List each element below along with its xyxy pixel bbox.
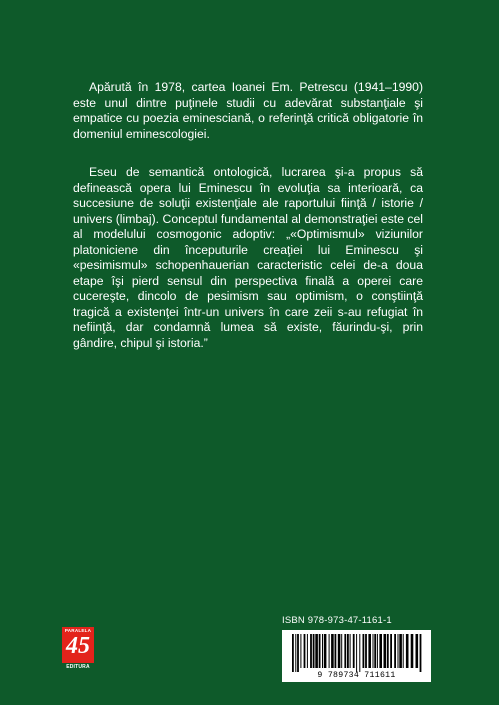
barcode-bar bbox=[390, 634, 392, 668]
barcode-bar bbox=[373, 634, 374, 668]
barcode-bar bbox=[363, 634, 365, 668]
barcode-bar bbox=[313, 634, 315, 668]
barcode-bar bbox=[295, 634, 296, 672]
barcode-bar bbox=[297, 634, 299, 672]
barcode-digits: 9 789734 711611 bbox=[317, 671, 396, 680]
barcode-bar bbox=[315, 634, 318, 668]
barcode-bar bbox=[406, 634, 409, 668]
barcode-bar bbox=[394, 634, 396, 668]
barcode-bar bbox=[350, 634, 351, 668]
blurb-paragraph-2: Eseu de semantică ontologică, lucrarea şi-a propus să definească opera lui Eminescu în evoluţia sa interioară, ca succesiune de soluţii existenţiale ale raportului fiinţă / istorie / univers (limbaj). Conceptul fundamental al demonstraţiei este cel al modelului cosmogonic adoptiv: „«Optimismul» viziunilor platoniciene din începuturile creaţiei lui Eminescu şi «pesimismul» schopenhauerian caracteristic celei de-a doua etape îşi pierd sensul din perspectiva finală a operei care cucereşte, dincolo de pesimism sau optimism, o conştiinţă tragică a existenţei într-un univers în care zeii s-au refugiat în nefiinţă, dar condamnă lumea să existe, făurindu-şi, prin gândire, chipul şi istoria.” bbox=[73, 165, 423, 350]
barcode-bar bbox=[304, 634, 306, 668]
barcode-bar bbox=[324, 634, 327, 668]
barcode-bar bbox=[319, 634, 321, 668]
barcode-bars bbox=[282, 630, 431, 672]
barcode-bar bbox=[416, 634, 419, 668]
barcode-bar bbox=[322, 634, 323, 668]
barcode bbox=[282, 630, 431, 682]
barcode-bar bbox=[403, 634, 404, 668]
barcode-bar bbox=[398, 634, 399, 668]
barcode-bar bbox=[365, 634, 367, 668]
barcode-bar bbox=[344, 634, 346, 668]
barcode-bar bbox=[331, 634, 334, 668]
barcode-bar bbox=[374, 634, 376, 668]
barcode-bar bbox=[359, 634, 360, 672]
barcode-bar bbox=[384, 634, 387, 668]
barcode-bar bbox=[377, 634, 378, 668]
barcode-bar bbox=[310, 634, 312, 668]
logo-top-word: PARALELA bbox=[64, 628, 92, 633]
barcode-bar bbox=[335, 634, 337, 668]
logo-mark: 45 bbox=[66, 633, 90, 659]
blurb-text bbox=[73, 80, 423, 351]
barcode-bar bbox=[307, 634, 308, 668]
barcode-bar bbox=[347, 634, 349, 668]
barcode-bar bbox=[341, 634, 342, 668]
barcode-bar bbox=[338, 634, 341, 668]
barcode-bar bbox=[292, 634, 294, 672]
isbn-label: ISBN 978-973-47-1161-1 bbox=[282, 615, 392, 626]
barcode-bar bbox=[379, 634, 382, 668]
barcode-bar bbox=[368, 634, 371, 668]
barcode-bar bbox=[411, 634, 414, 668]
logo-bottom-word: EDITURA bbox=[66, 664, 90, 670]
barcode-bar bbox=[420, 634, 422, 672]
barcode-bar bbox=[300, 634, 301, 668]
blurb-paragraph-1: Apărută în 1978, cartea Ioanei Em. Petrescu (1941–1990) este unul dintre puţinele studii cu adevărat substanţiale şi empatice cu poezia eminesciană, o referinţă critică obligatorie în domeniul eminescologiei. bbox=[73, 80, 423, 141]
barcode-bar bbox=[399, 634, 402, 668]
barcode-bar bbox=[387, 634, 389, 668]
publisher-logo bbox=[62, 627, 94, 675]
barcode-bar bbox=[329, 634, 330, 668]
barcode-bar bbox=[353, 634, 355, 668]
barcode-bar bbox=[356, 634, 357, 672]
